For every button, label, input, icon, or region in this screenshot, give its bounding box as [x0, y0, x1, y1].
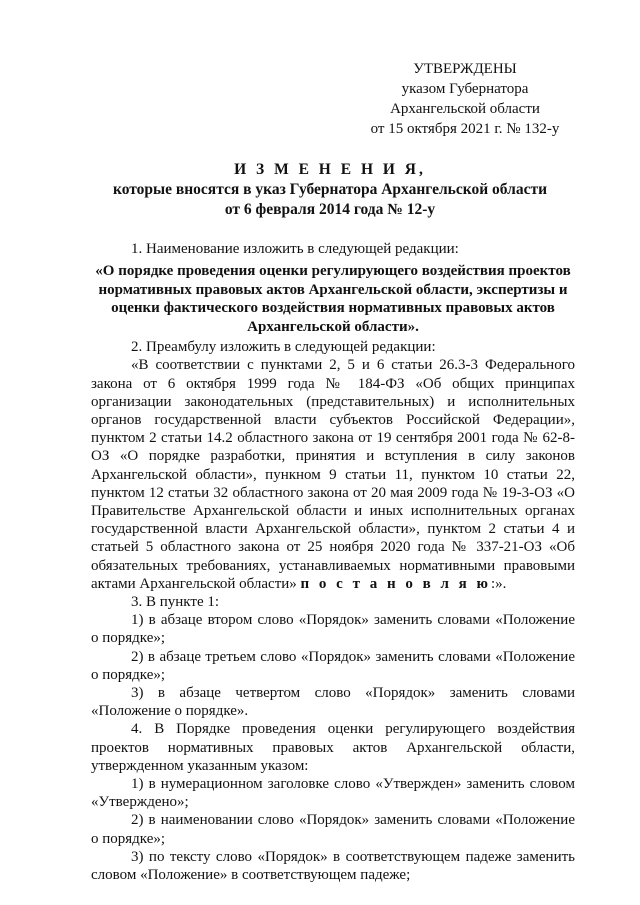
subparagraph: 1) в нумерационном заголовке слово «Утвержден» заменить словом «Утверждено»;	[91, 776, 575, 811]
document-title	[80, 160, 580, 220]
subparagraph: 3) по тексту слово «Порядок» в соответствующем падеже заменить словом «Положение» в соответствующем падеже;	[91, 848, 575, 884]
title-line: которые вносятся в указ Губернатора Архангельской области	[112, 181, 548, 198]
preamble-text	[91, 356, 575, 593]
paragraph: 3. В пункте 1:	[131, 594, 220, 611]
subparagraph: 2) в наименовании слово «Порядок» заменить словами «Положение о порядке»;	[91, 812, 575, 847]
paragraph: 2. Преамбулу изложить в следующей редакции:	[131, 339, 436, 356]
title-heading: И З М Е Н Е Н И Я,	[234, 161, 426, 178]
new-name-text: «О порядке проведения оценки регулирующего воздействия проектов нормативных правовых актов Архангельской области, экспертизы и оценки фактического воздействия нормативных правовых актов Архангельской области».	[95, 263, 571, 335]
approval-block	[340, 59, 590, 139]
preamble-body: «В соответствии с пунктами 2, 5 и 6 статьи 26.3-3 Федерального закона от 6 октября 1999 года № 184-ФЗ «Об общих принципах организации законодательных (представительных) и исполнительных органов государственной власти субъектов Российской Федерации», пунктом 2 статьи 14.2 областного закона от 19 сентября 2001 года № 62-8-ОЗ «О порядке разработки, принятия и вступления в силу законов Архангельской области», пункном 9 статьи 11, пунктом 10 статьи 22, пунктом 12 статьи 32 областного закона от 20 мая 2009 года № 19-3-ОЗ «О Правительстве Архангельской области и иных исполнительных органах государственной власти Архангельской области», пунктом 2 статьи 4 и статьей 5 областного закона от 25 ноября 2020 года № 337-21-ОЗ «Об обязательных требованиях, устанавливаемых нормативными правовыми актами Архангельской области»	[91, 357, 575, 592]
subparagraph: 2) в абзаце третьем слово «Порядок» заменить словами «Положение о порядке»;	[91, 648, 575, 683]
subparagraph: 3) в абзаце четвертом слово «Порядок» заменить словами «Положение о порядке».	[91, 685, 575, 720]
title-line: от 6 февраля 2014 года № 12-у	[224, 201, 436, 218]
approval-line: от 15 октября 2021 г. № 132-у	[370, 121, 560, 137]
preamble-end: :».	[490, 575, 507, 592]
approval-line: УТВЕРЖДЕНЫ	[413, 61, 517, 77]
subparagraph: 1) в абзаце втором слово «Порядок» заменить словами «Положение о порядке»;	[91, 612, 575, 647]
approval-line: Архангельской области	[390, 101, 540, 117]
paragraph: 4. В Порядке проведения оценки регулирующего воздействия проектов нормативных правовых актов Архангельской области, утвержденном указанным указом:	[91, 721, 575, 774]
approval-line: указом Губернатора	[401, 81, 529, 97]
decree-word: п о с т а н о в л я ю	[300, 575, 491, 592]
paragraph: 1. Наименование изложить в следующей редакции:	[131, 241, 459, 257]
document-body	[91, 240, 575, 884]
